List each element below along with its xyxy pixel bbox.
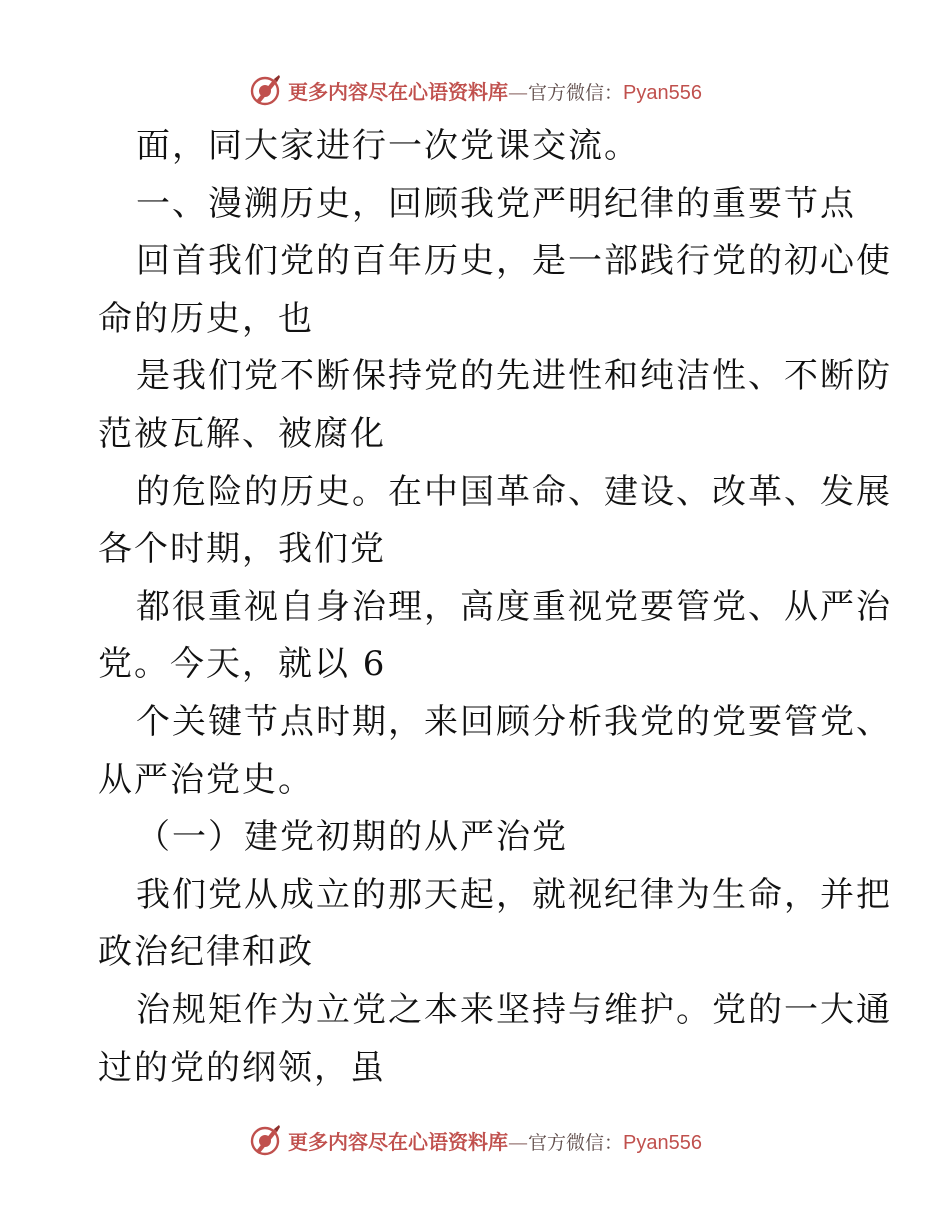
text-line: 回首我们党的百年历史，是一部践行党的初心使 xyxy=(136,241,892,282)
text-line: 政治纪律和政 xyxy=(98,932,314,973)
banner-main-text: 更多内容尽在心语资料库 xyxy=(288,1129,508,1154)
banner-main-text: 更多内容尽在心语资料库 xyxy=(288,79,508,104)
text-line: 一、漫溯历史，回顾我党严明纪律的重要节点 xyxy=(136,183,856,224)
text-line: 个关键节点时期，来回顾分析我党的党要管党、 xyxy=(136,701,892,742)
quill-pen-logo-icon xyxy=(248,1123,282,1157)
quill-pen-logo-icon xyxy=(248,73,282,107)
footer-banner-text xyxy=(288,1126,702,1155)
banner-wechat-id: Pyan556 xyxy=(623,1131,702,1154)
text-line: 过的党的纲领，虽 xyxy=(98,1047,386,1088)
text-line: 党。今天，就以 6 xyxy=(98,644,387,685)
banner-wechat-id: Pyan556 xyxy=(623,81,702,104)
text-line: 是我们党不断保持党的先进性和纯洁性、不断防 xyxy=(136,356,892,397)
banner-official-label: 官方微信： xyxy=(528,1131,624,1154)
text-line: 面，同大家进行一次党课交流。 xyxy=(136,126,640,166)
banner-dash: — xyxy=(508,1129,528,1154)
footer-banner[interactable] xyxy=(0,1120,950,1160)
text-line: 命的历史，也 xyxy=(98,298,314,339)
text-line: （一）建党初期的从严治党 xyxy=(136,817,568,858)
text-line: 都很重视自身治理，高度重视党要管党、从严治 xyxy=(136,586,892,627)
header-banner-text xyxy=(288,76,702,105)
text-line: 范被瓦解、被腐化 xyxy=(98,413,386,454)
text-line: 的危险的历史。在中国革命、建设、改革、发展 xyxy=(136,471,892,512)
text-line: 我们党从成立的那天起，就视纪律为生命，并把 xyxy=(136,874,892,915)
document-body xyxy=(98,118,892,1097)
text-line: 从严治党史。 xyxy=(98,759,314,800)
text-line: 各个时期，我们党 xyxy=(98,529,386,570)
banner-dash: — xyxy=(508,79,528,104)
header-banner[interactable] xyxy=(0,70,950,110)
banner-official-label: 官方微信： xyxy=(528,81,624,104)
text-line: 治规矩作为立党之本来坚持与维护。党的一大通 xyxy=(136,989,892,1030)
